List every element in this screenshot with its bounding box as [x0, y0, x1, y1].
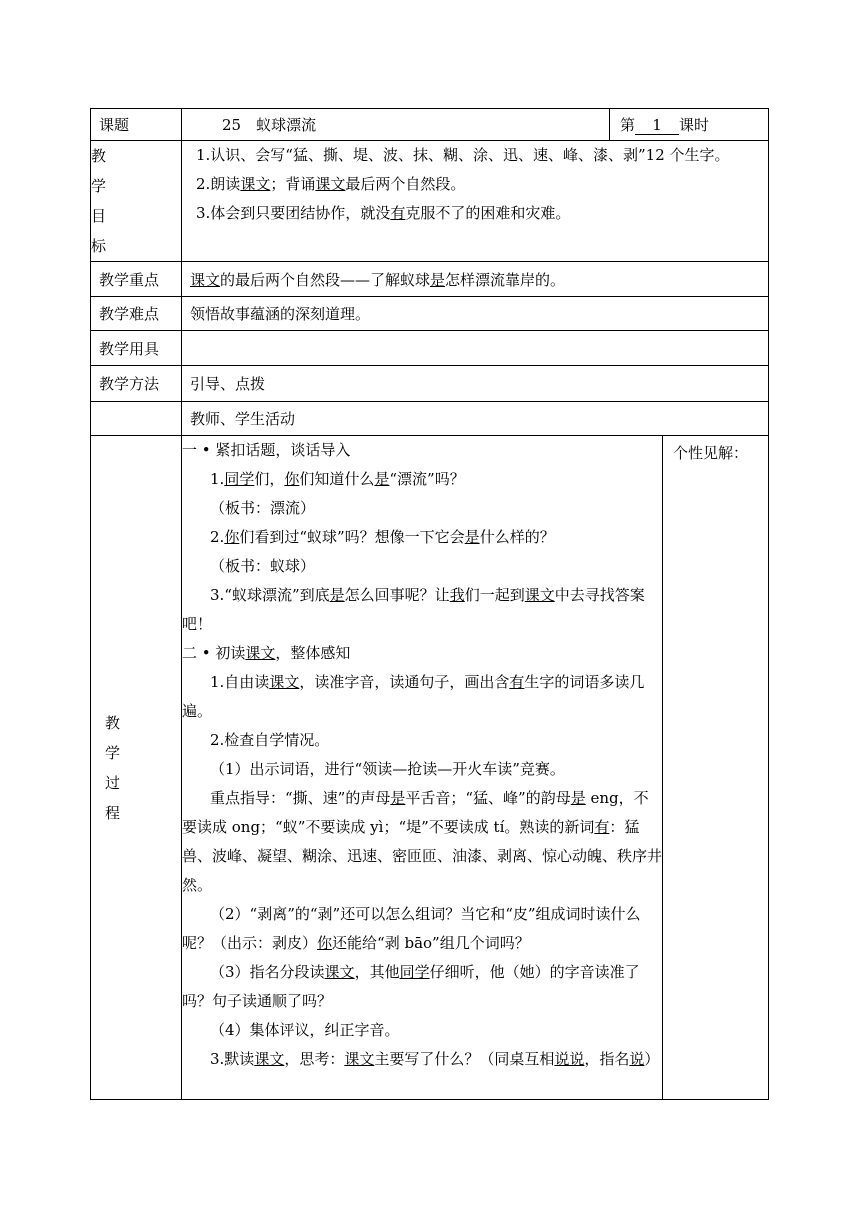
- underlined-text: 课文: [344, 1050, 375, 1068]
- process-content: [182, 436, 663, 1100]
- process-paragraph: [182, 755, 662, 784]
- personal-insight-cell: [663, 436, 769, 1100]
- underlined-text: 你: [284, 470, 300, 488]
- topic-label: 课题: [91, 109, 182, 141]
- text-run: ，读准字音，读通句子，画出含: [299, 673, 510, 691]
- text-run: 的最后两个自然段——了解蚁球: [220, 270, 431, 289]
- underlined-text: 课文: [190, 270, 221, 289]
- process-label-char: 学: [105, 743, 121, 762]
- objectives-label-char: 目: [91, 207, 107, 225]
- objectives-label: [91, 141, 182, 262]
- text-run: （板书：漂流）: [210, 499, 316, 517]
- difficulties-content: [182, 297, 769, 331]
- text-run: 什么样的？: [479, 528, 555, 546]
- underlined-text: 你: [224, 528, 240, 546]
- process-paragraph: [182, 726, 662, 755]
- process-label: [91, 436, 182, 1100]
- objective-item: [182, 199, 768, 228]
- text-run: 生字的词语多读几遍。: [182, 673, 645, 720]
- process-paragraph: [182, 494, 662, 523]
- methods-content: 引导、点拨: [182, 366, 769, 402]
- process-paragraph: [182, 784, 662, 900]
- row-process: [91, 436, 769, 1100]
- process-label-char: 程: [105, 803, 121, 822]
- lesson-number-value: 1: [635, 116, 679, 135]
- process-paragraph: [182, 1045, 662, 1074]
- process-paragraph: [182, 1016, 662, 1045]
- process-paragraph: [182, 523, 662, 552]
- text-run: 1.自由读: [210, 673, 270, 691]
- underlined-text: 说: [629, 1050, 645, 1068]
- text-run: 3.体会到只要团结协作，就没: [196, 204, 391, 222]
- underlined-text: 有: [594, 818, 610, 836]
- underlined-text: 是: [464, 528, 480, 546]
- key-points-label: 教学重点: [91, 262, 182, 297]
- process-paragraph: [182, 465, 662, 494]
- process-section-heading: [182, 639, 662, 668]
- text-run: 3.默读: [210, 1050, 255, 1068]
- text-run: eng，不要读成 ong；“蚁”不要读成 yì；“堤”不要读成 tí。熟读的新词: [182, 789, 649, 836]
- text-run: 领悟故事蕴涵的深刻道理。: [190, 305, 371, 323]
- underlined-text: 课文: [240, 175, 271, 193]
- underlined-text: 课文: [324, 963, 355, 981]
- objectives-label-char: 学: [91, 177, 107, 195]
- text-run: 还能给“剥 bāo”组几个词吗？: [332, 934, 530, 952]
- underlined-text: 是: [570, 789, 586, 807]
- process-paragraph: [182, 668, 662, 726]
- methods-label: 教学方法: [91, 366, 182, 402]
- underlined-text: 是: [390, 789, 406, 807]
- row-key-points: [91, 262, 769, 297]
- text-run: 主要写了什么？（同桌互相: [374, 1050, 555, 1068]
- text-run: （1）出示词语，进行“领读—抢读—开火车读”竞赛。: [210, 760, 565, 778]
- process-label-char: 过: [105, 773, 121, 792]
- underlined-text: 是: [374, 470, 390, 488]
- text-run: ，指名: [584, 1050, 630, 1068]
- underlined-text: 课文: [315, 175, 346, 193]
- process-label-char: 教: [105, 713, 121, 732]
- text-run: 们看到过“蚁球”吗？想像一下它会: [239, 528, 465, 546]
- text-run: （3）指名分段读: [210, 963, 325, 981]
- text-run: 克服不了的困难和灾难。: [405, 204, 571, 222]
- personal-insight-label: 个性见解：: [673, 444, 749, 462]
- row-tools: [91, 331, 769, 366]
- text-run: 1.: [210, 470, 225, 488]
- process-section-heading: [182, 436, 662, 465]
- text-run: （4）集体评议，纠正字音。: [210, 1021, 400, 1039]
- underlined-text: 你: [317, 934, 333, 952]
- underlined-text: 同学: [224, 470, 255, 488]
- text-run: （板书：蚁球）: [210, 557, 316, 575]
- text-run: 怎样漂流靠岸的。: [445, 270, 566, 289]
- lesson-plan-table: [90, 108, 769, 1100]
- text-run: 2.: [210, 528, 225, 546]
- text-run: ：猛兽、波峰、凝望、糊涂、迅速、密匝匝、油漆、剥离、惊心动魄、秩序井然。: [182, 818, 663, 894]
- text-run: 最后两个自然段。: [345, 175, 466, 193]
- underlined-text: 课文: [524, 586, 555, 604]
- process-paragraph: [182, 958, 662, 1016]
- text-run: 中去寻找答案吧！: [182, 586, 645, 633]
- row-methods: [91, 366, 769, 402]
- row-activity-header: [91, 402, 769, 436]
- text-run: 们一起到: [464, 586, 525, 604]
- topic-title: 25 蚁球漂流: [182, 109, 610, 141]
- process-paragraph: [182, 900, 662, 958]
- row-difficulties: [91, 297, 769, 331]
- text-run: ，思考：: [284, 1050, 345, 1068]
- tools-content: [182, 331, 769, 366]
- activity-header-empty: [91, 402, 182, 436]
- underlined-text: 课文: [245, 644, 276, 662]
- row-objectives: [91, 141, 769, 262]
- text-run: ；背诵: [270, 175, 316, 193]
- underlined-text: 课文: [254, 1050, 285, 1068]
- text-run: 平舌音；“猛、峰”的韵母: [405, 789, 571, 807]
- underlined-text: 是: [430, 270, 446, 289]
- objectives-label-char: 教: [91, 147, 107, 165]
- text-run: ，其他: [354, 963, 400, 981]
- row-topic: [91, 109, 769, 141]
- objective-item: [182, 170, 768, 199]
- text-run: 二 • 初读: [182, 644, 246, 662]
- underlined-text: 是: [329, 586, 345, 604]
- text-run: 2.朗读: [196, 175, 241, 193]
- text-run: 1.认识、会写“猛、撕、堤、波、抹、糊、涂、迅、速、峰、漆、剥”12 个生字。: [196, 146, 730, 164]
- objectives-label-char: 标: [91, 237, 107, 255]
- text-run: 一 • 紧扣话题，谈话导入: [182, 441, 351, 459]
- activity-header: 教师、学生活动: [182, 402, 769, 436]
- text-run: ）: [644, 1050, 660, 1068]
- process-paragraph: [182, 581, 662, 639]
- text-run: （2）“剥离”的“剥”还可以怎么组词？当它和“皮”组成词时读什么呢？（出示：剥皮）: [182, 905, 641, 952]
- tools-label: 教学用具: [91, 331, 182, 366]
- text-run: 3.“蚁球漂流”到底: [210, 586, 330, 604]
- text-run: 们，: [254, 470, 285, 488]
- text-run: 重点指导：“撕、速”的声母: [210, 789, 391, 807]
- text-run: 们知道什么: [299, 470, 375, 488]
- text-run: ，整体感知: [275, 644, 351, 662]
- difficulties-label: 教学难点: [91, 297, 182, 331]
- underlined-text: 我: [449, 586, 465, 604]
- objective-item: [182, 141, 768, 170]
- text-run: “漂流”吗？: [389, 470, 465, 488]
- text-run: 仔细听，他（她）的字音读准了吗？句子读通顺了吗？: [182, 963, 640, 1010]
- underlined-text: 说说: [554, 1050, 585, 1068]
- underlined-text: 同学: [399, 963, 430, 981]
- underlined-text: 课文: [269, 673, 300, 691]
- key-points-content: [182, 262, 769, 297]
- objectives-content: [182, 141, 769, 262]
- text-run: 2.检查自学情况。: [210, 731, 330, 749]
- text-run: 怎么回事呢？让: [344, 586, 450, 604]
- lesson-number: 第 1 课时: [610, 109, 769, 141]
- underlined-text: 有: [390, 204, 406, 222]
- process-paragraph: [182, 552, 662, 581]
- underlined-text: 有: [509, 673, 525, 691]
